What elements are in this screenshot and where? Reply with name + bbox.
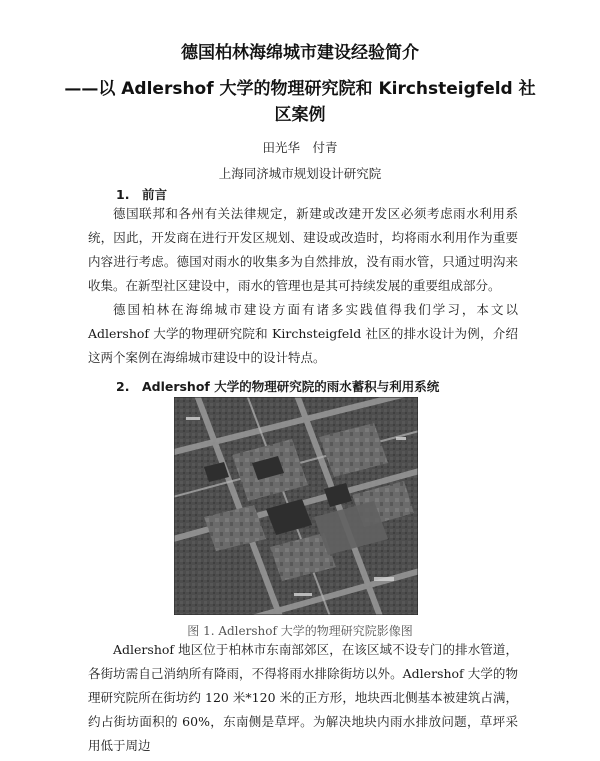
- figure-caption: 图 1. Adlershof 大学的物理研究院影像图: [187, 624, 413, 638]
- section-heading-adlershof: 2. Adlershof 大学的物理研究院的雨水蓄积与利用系统: [116, 379, 440, 394]
- paper-title-line-2: ——以 Adlershof 大学的物理研究院和 Kirchsteigfeld 社: [64, 79, 536, 99]
- section-heading-intro: 1. 前言: [116, 187, 167, 202]
- aerial-photo: [174, 397, 418, 615]
- paper-title-line-3: 区案例: [274, 105, 326, 125]
- affiliation: 上海同济城市规划设计研究院: [218, 166, 382, 181]
- intro-paragraph-2: 德国柏林在海绵城市建设方面有诸多实践值得我们学习，本文以 Adlershof 大学的物理研究院和 Kirchsteigfeld 社区的排水设计为例，介绍这两个案例在海绵城市建设中的设计特点。: [88, 302, 518, 365]
- intro-paragraph-1: 德国联邦和各州有关法律规定，新建或改建开发区必须考虑雨水利用系统，因此，开发商在进行开发区规划、建设或改造时，均将雨水利用作为重要内容进行考虑。德国对雨水的收集多为自然排放，没有雨水管，只通过明沟来收集。在新型社区建设中，雨水的管理也是其可持续发展的重要组成部分。: [88, 206, 518, 293]
- adlershof-paragraph: Adlershof 地区位于柏林市东南部郊区，在该区域不设专门的排水管道，各街坊需自己消纳所有降雨，不得将雨水排除街坊以外。Adlershof 大学的物理研究院所在街坊约 120 米*120 米的正方形，地块西北侧基本被建筑占满，约占街坊面积的 60%，东南侧是草坪。为解决地块内雨水排放问题，草坪采用低于周边: [88, 642, 518, 753]
- authors: 田光华 付青: [262, 140, 338, 155]
- paper-title-line-1: 德国柏林海绵城市建设经验简介: [181, 43, 419, 63]
- aerial-photo-illustration: [174, 397, 418, 615]
